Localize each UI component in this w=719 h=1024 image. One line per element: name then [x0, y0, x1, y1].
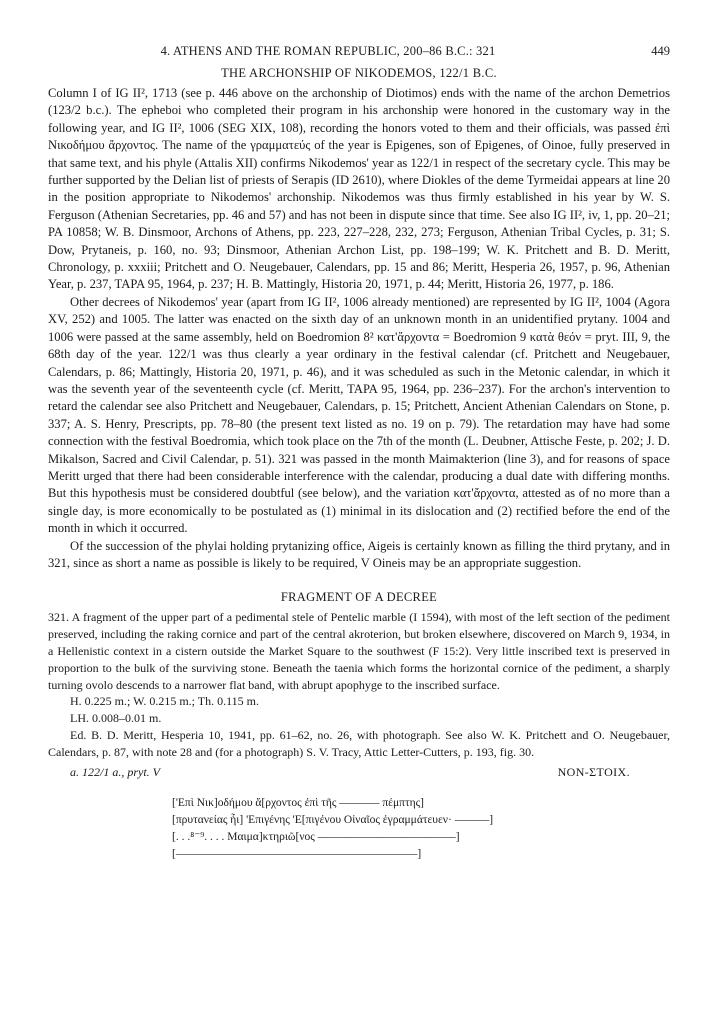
paragraph-1: Column I of IG II², 1713 (see p. 446 above on the archonship of Diotimos) ends with the name of the archon Demetrios (123/2 b.c.). The epheboi who completed their program in his archonship were honored in the customary way in the following year, and IG II², 1006 (SEG XIX, 108), recording the honors voted to them and their officials, was passed ἐπὶ Νικοδήμου ἄρχοντος. The name of the γραμματεύς of the year is Epigenes, son of Epigenes, of Oinoe, fully preserved in that same text, and his phyle (Attalis XII) confirms Nikodemos' year as 122/1 in respect of the secretary cycle. This may be further supported by the Delian list of priests of Serapis (ID 2610), where Diokles of the deme Tyrmeidai appears at line 20 in the position appropriate to Nikodemos' archonship. Nikodemos was thus firmly established in his year by W. S. Ferguson (Athenian Secretaries, pp. 46 and 57) and has not been in dispute since that time. See also IG II², iv, 1, pp. 20–21; PA 10858; W. B. Dinsmoor, Archons of Athens, pp. 223, 227–228, 232, 273; Ferguson, Athenian Tribal Cycles, p. 31; S. Dow, Prytaneis, p. 160, no. 93; Dinsmoor, Athenian Archon List, pp. 198–199; W. K. Pritchett and B. D. Meritt, Chronology, p. xxxiii; Pritchett and O. Neugebauer, Calendars, pp. 15 and 86; Meritt, Hesperia 26, 1957, p. 96, Athenian Year, p. 237, TAPA 95, 1964, p. 237; H. B. Mattingly, Historia 20, 1971, p. 44; Meritt, Historia 26, 1977, p. 186. — [48, 86, 670, 292]
inscription-line: [πρυτανείας ἧι] 'Επιγένης 'Ε[πιγένου Οἰναῖος ἐγραμμάτευεν· ––––––] — [172, 813, 494, 826]
fragment-description: 321. A fragment of the upper part of a pedimental stele of Pentelic marble (I 1594), with most of the left section of the pediment preserved, including the raking cornice and part of the central akroterion, but broken elsewhere, discovered on March 9, 1934, in a Hellenistic context in a cistern outside the Market Square to the southwest (F 15:2). Very little inscribed text is preserved in proportion to the bulk of the surviving stone. Beneath the taenia which forms the horizontal cornice of the pediment, a sharply turning ovolo descends to a narrower flat band, with abrupt apophyge to the inscribed surface. — [48, 610, 670, 692]
paragraph-2: Other decrees of Nikodemos' year (apart from IG II², 1006 already mentioned) are represented by IG II², 1004 (Agora XV, 252) and 1005. The latter was enacted on the sixth day of an unknown month in an unidentified prytany. 1004 and 1006 were passed at the same assembly, held on Boedromion 8² κατ'ἄρχοντα = Boedromion 9 κατὰ θεόν = pryt. III, 9, the 68th day of the year. 122/1 was thus clearly a year ordinary in the festival calendar (cf. Pritchett and Neugebauer, Calendars, p. 86; Mattingly, Historia 20, 1971, p. 46), and it was scheduled as such in the Metonic calendar, in which it was the seventh year of the seventeenth cycle (cf. Meritt, TAPA 95, 1964, pp. 236–237). For the archon's intervention to retard the calendar see also Pritchett and Neugebauer, Calendars, p. 15; Pritchett, Ancient Athenian Calendars on Stone, p. 337; A. S. Henry, Prescripts, pp. 78–80 (the present text listed as no. 19 on p. 79). The retardation may have had some connection with the festival Boedromia, which took place on the 7th of the month (L. Deubner, Attische Feste, p. 202; J. D. Mikalson, Sacred and Civil Calendar, p. 51). 321 was passed in the month Maimakterion (line 3), and for reasons of space Meritt urged that there had been considerable interference with the calendar, producing a dual date with differing months. But this hypothesis must be considered doubtful (see below), and the variation κατ'ἄρχοντα, attested as of no more than a single day, is more economically to be postulated as (1) minimal in its dislocation and (2) rectified before the end of the month in which it occurred. — [48, 294, 670, 536]
non-stoich-label: NON-ΣΤΟΙΧ. — [557, 764, 630, 779]
inscription-text — [172, 795, 670, 863]
date: a. 122/1 a., pryt. V — [70, 764, 160, 779]
inscription-line: ['Επὶ Νικ]οδήμου ἄ[ρχοντος ἐπὶ τῆς ––––––– πέμπτης] — [172, 796, 425, 809]
date-line — [48, 765, 670, 783]
running-header — [48, 44, 670, 64]
section-heading-archonship: THE ARCHONSHIP OF NIKODEMOS, 122/1 B.C. — [221, 66, 497, 80]
edition-reference: Ed. B. D. Meritt, Hesperia 10, 1941, pp. 61–62, no. 26, with photograph. See also W. K. Pritchett and O. Neugebauer, Calendars, p. 87, with note 28 and (for a photograph) S. V. Tracy, Attic Letter-Cutters, p. 193, fig. 30. — [48, 727, 670, 759]
page — [48, 44, 670, 863]
section-heading-fragment: FRAGMENT OF A DECREE — [280, 590, 438, 605]
inscription-line: [. . .⁸⁻⁹. . . . Μαιμα]κτηριῶ[νος ––––––––––––––––––––––––] — [172, 830, 460, 843]
dimensions: H. 0.225 m.; W. 0.215 m.; Th. 0.115 m. — [70, 694, 260, 709]
inscription-line: [––––––––––––––––––––––––––––––––––––––––––] — [172, 847, 422, 860]
letter-height: LH. 0.008–0.01 m. — [70, 711, 162, 726]
running-title: 4. ATHENS AND THE ROMAN REPUBLIC, 200–86 B.C.: 321 — [160, 44, 496, 58]
page-number: 449 — [651, 44, 670, 58]
paragraph-3: Of the succession of the phylai holding prytanizing office, Aigeis is certainly known as filling the third prytany, and in 321, since as short a name as possible is likely to be required, V Oineis may be an appropriate suggestion. — [48, 538, 670, 570]
